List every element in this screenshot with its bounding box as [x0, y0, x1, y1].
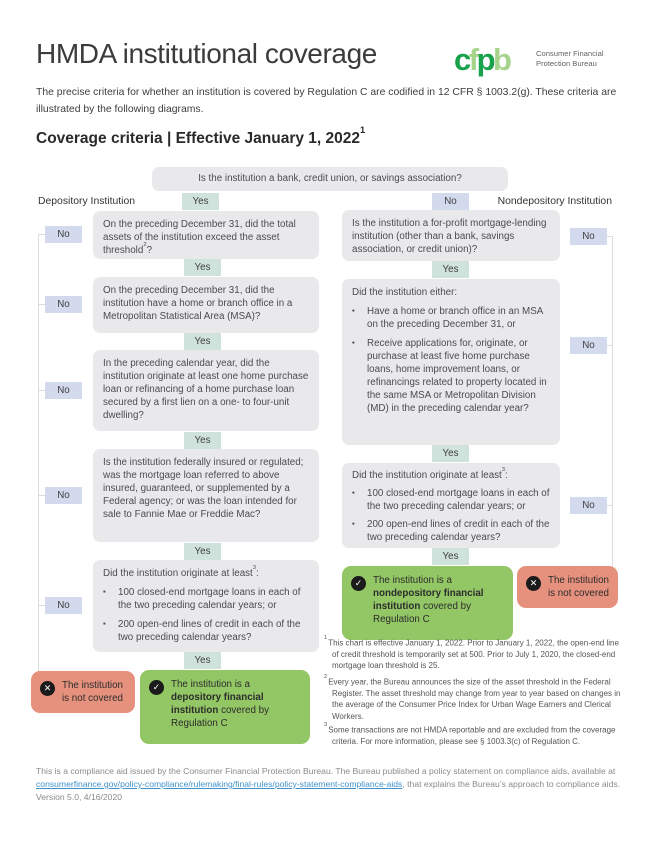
outcome-text-bold: depository financial institution [171, 691, 264, 716]
bullet-icon [352, 337, 367, 415]
outcome-text-bold: nondepository financial institution [373, 587, 484, 612]
footnote-marker: 1 [324, 635, 328, 642]
footnote-text: This chart is effective January 1, 2022. Prior to January 1, 2022, the open-end line of credit threshold is temporarily set at 500. Prior to July 1, 2020, the closed-end mortgage loan threshold is 25. [328, 638, 619, 671]
left-no-rail-line [38, 234, 39, 672]
question-intro: Did the institution either: [352, 287, 458, 298]
compliance-footer [36, 765, 622, 804]
bullet-icon [352, 305, 367, 331]
yes-connector: Yes [184, 333, 221, 350]
question-text: On the preceding December 31, did the total assets of the institution exceed the asset threshold [103, 219, 296, 257]
footnote-ref: 2 [143, 242, 147, 249]
cfpb-logo-icon [454, 42, 509, 78]
yes-connector: Yes [432, 445, 469, 462]
no-connector: No [45, 597, 82, 614]
connector-line [38, 304, 45, 305]
question-text: : [256, 568, 259, 579]
covered-box-nondepository [342, 566, 513, 640]
bullet-text: Receive applications for, originate, or purchase at least five home purchase loans, home improvement loans, or refinancings related to property located in the same MSA or Metropolitan Division (MD) in the preceding calendar year? [367, 338, 547, 415]
footnote-text: Some transactions are not HMDA reportable and are excluded from the coverage criteria. For more information, please see § 1003.3(c) of Regulation C. [328, 725, 616, 747]
bullet-icon [103, 586, 118, 612]
x-circle-icon: ✕ [40, 681, 55, 696]
covered-box-depository [140, 670, 310, 744]
bullet-item [352, 487, 552, 513]
section-heading-text: Coverage criteria | Effective January 1, 2022 [36, 130, 360, 148]
question-text: ? [146, 245, 153, 257]
question-box-home-purchase-loan: In the preceding calendar year, did the institution originate at least one home purchase loan or refinancing of a home purchase loan secured by a first lien on a one- to four-unit dwelling? [93, 350, 319, 431]
check-circle-icon: ✓ [351, 576, 366, 591]
bullet-text: 200 open-end lines of credit in each of the two preceding calendar years? [367, 519, 550, 544]
question-box-either-criteria [342, 279, 560, 445]
no-connector: No [570, 228, 607, 245]
connector-line [607, 505, 612, 506]
footnote-text: Every year, the Bureau announces the size of the asset threshold in the Federal Register. The asset threshold may change from year to year based on changes in the average of the Consumer Price Index for Urban Wage Earners and Clerical Workers. [328, 677, 621, 721]
right-no-rail-line [612, 236, 613, 566]
bullet-icon [352, 487, 367, 513]
question-box-assets-threshold [93, 211, 319, 259]
bullet-text: 100 closed-end mortgage loans in each of the two preceding calendar years; or [367, 488, 550, 513]
connector-line [607, 236, 612, 237]
outcome-text-part: The institution is a [171, 679, 250, 690]
logo-letter: f [468, 42, 477, 77]
yes-connector: Yes [184, 652, 221, 669]
logo-tagline-line: Protection Bureau [536, 58, 597, 68]
footer-text: , that explains the Bureau’s approach to compliance aids. Version 5.0, 4/16/2020 [36, 778, 621, 802]
x-circle-icon: ✕ [526, 576, 541, 591]
yes-connector: Yes [184, 543, 221, 560]
footnote-ref: 3 [501, 467, 506, 474]
question-text: Did the institution originate at least [103, 568, 253, 579]
check-circle-icon: ✓ [149, 680, 164, 695]
bullet-icon [352, 518, 367, 544]
footnote-ref: 3 [252, 565, 257, 572]
bullet-icon [103, 618, 118, 644]
yes-connector: Yes [182, 193, 219, 210]
footnote-ref: 1 [360, 124, 366, 135]
no-connector: No [45, 226, 82, 243]
no-connector: No [45, 487, 82, 504]
outcome-text: The institution is not covered [548, 575, 609, 599]
connector-line [38, 605, 45, 606]
compliance-aids-link[interactable]: consumerfinance.gov/policy-compliance/rulemaking/final-rules/policy-statement-compliance-aids [36, 778, 403, 789]
outcome-text-part: covered by Regulation C [171, 704, 269, 729]
depository-branch-label: Depository Institution [38, 196, 136, 207]
outcome-text [373, 575, 505, 632]
logo-tagline-line: Consumer Financial [536, 49, 604, 58]
question-text: : [505, 470, 508, 481]
nondepository-branch-label: Nondepository Institution [497, 196, 612, 207]
bullet-item [352, 518, 552, 544]
no-connector: No [570, 497, 607, 514]
question-box-msa-office: On the preceding December 31, did the institution have a home or branch office in a Metropolitan Statistical Area (MSA)? [93, 277, 319, 333]
logo-letter: b [493, 42, 510, 77]
connector-line [38, 234, 45, 235]
footnote-1 [324, 637, 622, 672]
question-intro [103, 567, 311, 580]
question-box-federally-insured: Is the institution federally insured or regulated; was the mortgage loan referred to above insured, guaranteed, or supplemented by a Federal agency; or was the loan intended for sale to Fannie Mae or Freddie Mac? [93, 449, 319, 542]
question-box-loan-volume-depository [93, 560, 319, 652]
outcome-text-part: covered by Regulation C [373, 600, 471, 625]
yes-connector: Yes [432, 548, 469, 565]
no-connector: No [45, 382, 82, 399]
outcome-text [171, 679, 302, 736]
bullet-text: 100 closed-end mortgage loans in each of the two preceding calendar years; or [118, 587, 301, 612]
footnote-marker: 2 [324, 674, 328, 681]
footer-text: This is a compliance aid issued by the Consumer Financial Protection Bureau. The Bureau published a policy statement on compliance aids, available at [36, 766, 616, 776]
root-question-box: Is the institution a bank, credit union, or savings association? [152, 167, 508, 191]
bullet-item [103, 618, 311, 644]
bullet-item [103, 586, 311, 612]
outcome-text-part: The institution is a [373, 575, 452, 586]
logo-tagline [536, 49, 604, 69]
connector-line [607, 345, 612, 346]
logo-letter: p [476, 42, 494, 77]
footnote-marker: 3 [324, 722, 328, 729]
footnote-2 [324, 676, 622, 722]
page-title: HMDA institutional coverage [36, 38, 377, 69]
bullet-item [352, 337, 552, 415]
yes-connector: Yes [184, 259, 221, 276]
outcome-text: The institution is not covered [62, 680, 123, 704]
no-connector: No [570, 337, 607, 354]
intro-paragraph: The precise criteria for whether an institution is covered by Regulation C are codified in 12 CFR § 1003.2(g). These criteria are illustrated by the following diagrams. [36, 87, 617, 115]
yes-connector: Yes [184, 432, 221, 449]
question-intro [352, 469, 552, 482]
footnote-3 [324, 724, 622, 747]
bullet-text: 200 open-end lines of credit in each of the two preceding calendar years? [118, 619, 301, 644]
not-covered-box-nondepository [517, 566, 618, 608]
bullet-text: Have a home or branch office in an MSA on the preceding December 31, or [367, 306, 543, 331]
logo-letter: c [454, 42, 469, 77]
section-heading [36, 124, 366, 148]
question-text: Did the institution originate at least [352, 470, 502, 481]
no-connector: No [432, 193, 469, 210]
no-connector: No [45, 296, 82, 313]
bullet-item [352, 305, 552, 331]
question-box-loan-volume-nondepository [342, 463, 560, 548]
yes-connector: Yes [432, 261, 469, 278]
connector-line [38, 390, 45, 391]
connector-line [38, 495, 45, 496]
question-box-for-profit-lender: Is the institution a for-profit mortgage-lending institution (other than a bank, savings association, or credit union)? [342, 210, 560, 261]
not-covered-box-depository [31, 671, 135, 713]
